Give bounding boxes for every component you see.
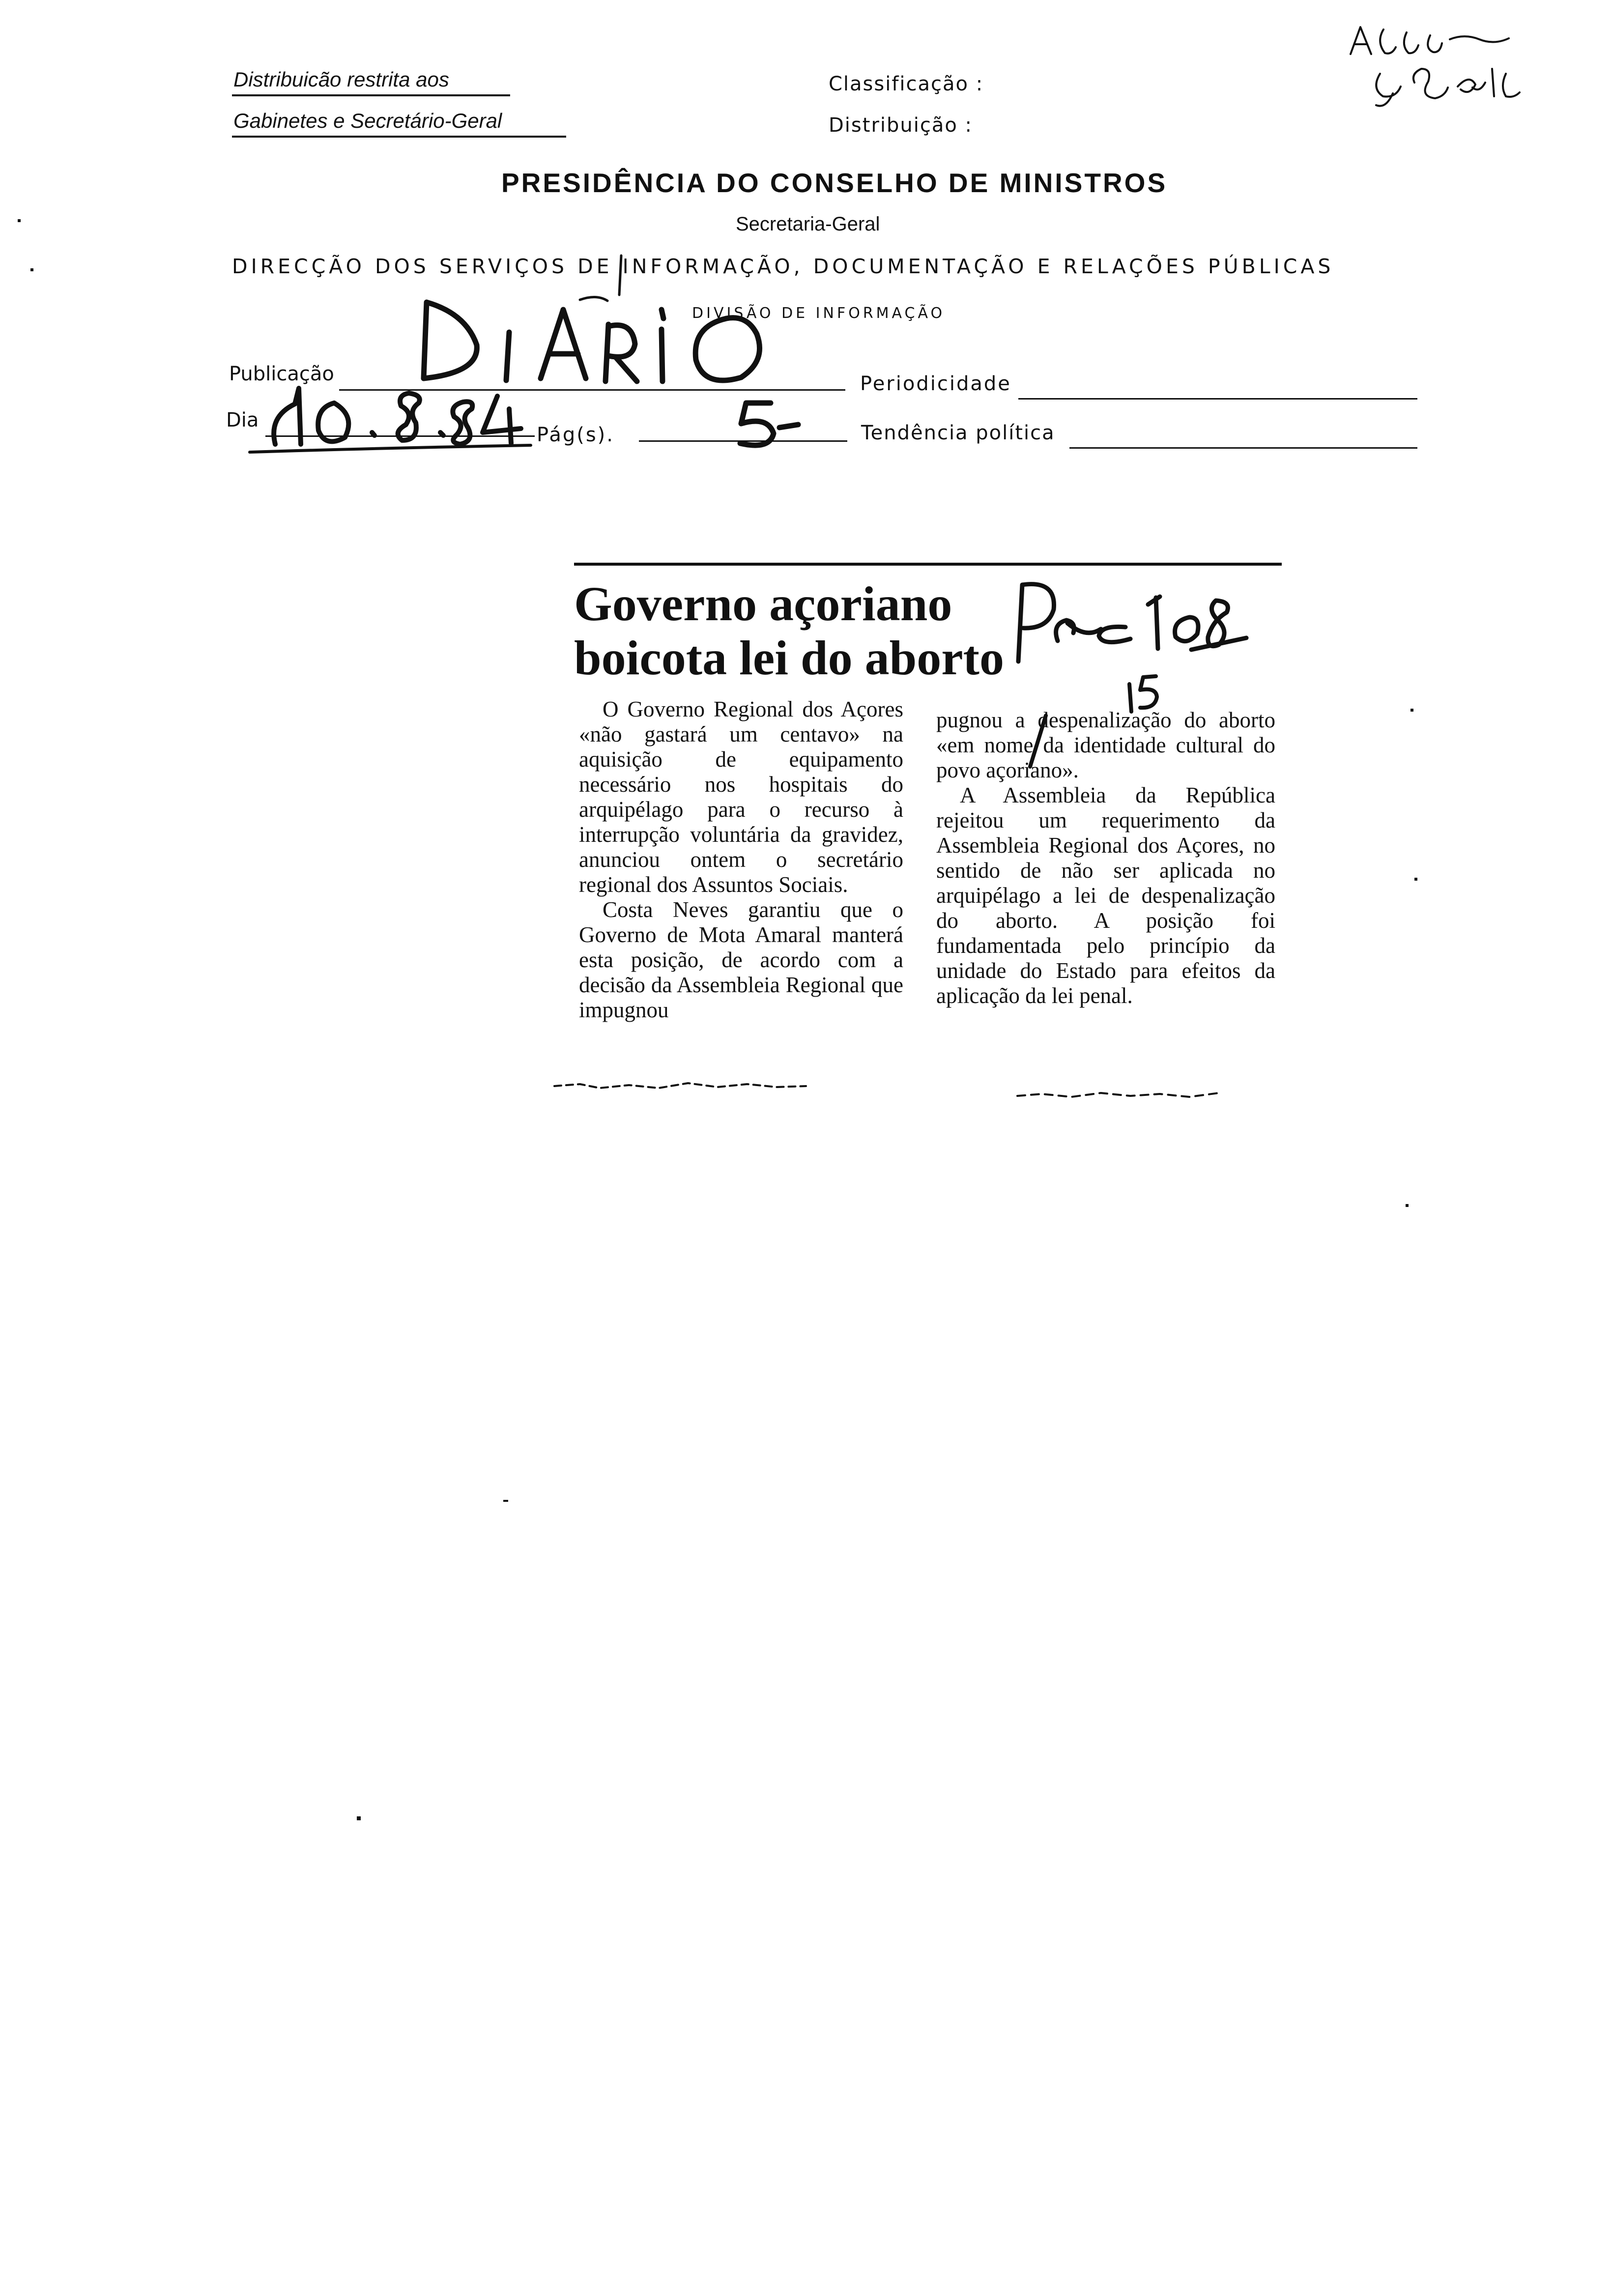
division-name: DIVISÃO DE INFORMAÇÃO [692,305,946,322]
page-subtitle: Secretaria-Geral [736,213,880,235]
article-col2-paragraph1: pugnou a despenalização do aborto «em nome da identidade cultural do povo açoriano». [936,708,1275,782]
scan-speck [18,219,21,222]
directorate-name: DIRECÇÃO DOS SERVIÇOS DE INFORMAÇÃO, DOCUMENTAÇÃO E RELAÇÕES PÚBLICAS [232,255,1334,278]
distribution-note-line2: Gabinetes e Secretário-Geral [233,109,502,132]
distribution-note-line1: Distribuicão restrita aos [233,68,449,91]
article-headline-line2: boicota lei do aborto [574,631,1004,685]
article-col1-paragraph1: O Governo Regional dos Açores «não gastará um centavo» na aquisição de equipamento necessário nos hospitais do arquipélago para o recurso à interrupção voluntária da gravidez, anunciou ontem o secretário regional dos Assuntos Sociais. [579,697,903,897]
scan-speck [1414,878,1417,881]
scan-speck [30,268,33,271]
pages-label: Pág(s). [537,424,614,446]
publication-label: Publicação [229,363,334,385]
article-col2-paragraph2: A Assembleia da República rejeitou um requerimento da Assembleia Regional dos Açores, no sentido de não ser aplicada no arquipélago a lei de despenalização do aborto. A posição foi fundamentada pelo princípio da unidade do Estado para efeitos da aplicação da lei penal. [936,783,1275,1008]
scan-speck [1406,1204,1409,1207]
article-headline-line1: Governo açoriano [574,576,952,631]
classification-label: Classificação : [829,73,984,95]
periodicity-label: Periodicidade [860,373,1011,395]
page-title: PRESIDÊNCIA DO CONSELHO DE MINISTROS [501,168,1168,198]
article-col1-paragraph2: Costa Neves garantiu que o Governo de Mota Amaral manterá esta posição, de acordo com a decisão da Assembleia Regional que impugnou [579,897,903,1022]
distribution-label: Distribuição : [829,114,973,137]
political-tendency-label: Tendência política [861,422,1055,444]
scan-speck [503,1500,508,1502]
day-label: Dia [226,409,259,431]
scan-speck [1410,709,1413,712]
scan-speck [357,1816,361,1820]
